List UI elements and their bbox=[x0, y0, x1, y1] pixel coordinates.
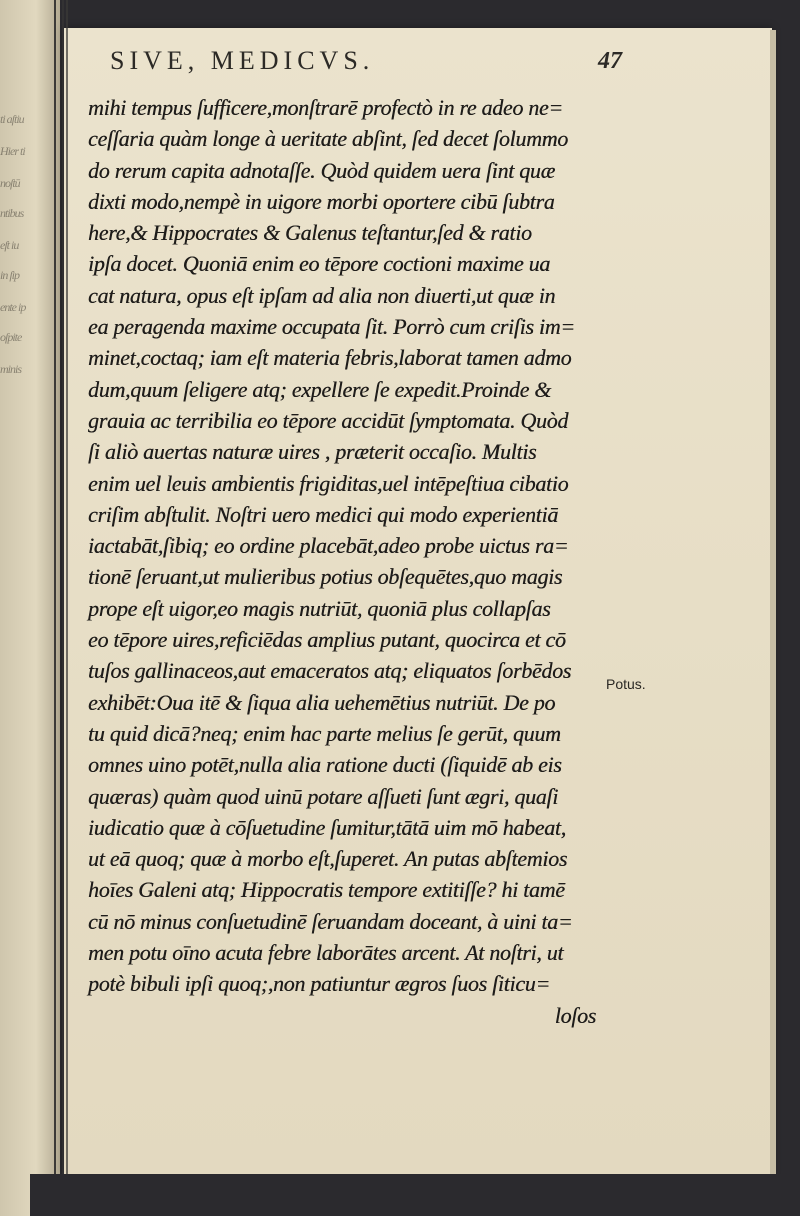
text-line: cat natura, opus eſt ipſam ad alia non diuerti,ut quæ in bbox=[88, 282, 556, 308]
text-line: here,& Hippocrates & Galenus teſtantur,ſed & ratio bbox=[88, 220, 532, 246]
bleed-through-text: ti aſtiu bbox=[0, 112, 24, 126]
text-line: grauia ac terribilia eo tēpore accidūt ſymptomata. Quòd bbox=[88, 407, 569, 433]
bleed-through-text: eſt iu bbox=[0, 238, 19, 252]
text-line: iactabāt,ſibiq; eo ordine placebāt,adeo probe uictus ra= bbox=[88, 533, 569, 559]
gutter-shadow bbox=[54, 0, 56, 1216]
text-line: ea peragenda maxime occupata ſit. Porrò cum criſis im= bbox=[88, 314, 575, 340]
page-number: 47 bbox=[598, 48, 622, 74]
text-line: men potu oīno acuta febre laborātes arcent. At noſtri, ut bbox=[88, 940, 564, 966]
text-line: ceſſaria quàm longe à ueritate abſint, ſed decet ſolummo bbox=[88, 126, 568, 152]
bleed-through-text: minis bbox=[0, 362, 22, 376]
bleed-through-text: in ſip bbox=[0, 268, 20, 282]
text-line: tuſos gallinaceos,aut emaceratos atq; eliquatos ſorbēdos bbox=[88, 658, 572, 684]
text-line: prope eſt uigor,eo magis nutriūt, quoniā plus collapſas bbox=[88, 595, 551, 621]
bleed-through-text: noſtū bbox=[0, 176, 20, 190]
text-line: criſim abſtulit. Noſtri uero medici qui modo experientiā bbox=[88, 501, 558, 527]
text-line: ſi aliò auertas naturæ uires , præterit occaſio. Multis bbox=[88, 439, 537, 465]
gutter-line bbox=[62, 0, 64, 1216]
bleed-through-text: ente ip bbox=[0, 300, 26, 314]
text-line: iudicatio quæ à cōſuetudine ſumitur,tātā uim mō habeat, bbox=[88, 814, 566, 840]
body-text bbox=[88, 92, 608, 1031]
text-line: omnes uino potēt,nulla alia ratione ducti (ſiquidē ab eis bbox=[88, 752, 562, 778]
catchword: loſos bbox=[554, 1002, 596, 1028]
text-line: hoīes Galeni atq; Hippocratis tempore extitiſſe? hi tamē bbox=[88, 877, 565, 903]
text-line: ipſa docet. Quoniā enim eo tēpore coctioni maxime ua bbox=[88, 251, 550, 277]
text-line: mihi tempus ſufficere,monſtrarē profectò in re adeo ne= bbox=[88, 95, 563, 120]
page-edge bbox=[770, 30, 776, 1175]
text-line: enim uel leuis ambientis frigiditas,uel intēpeſtiua cibatio bbox=[88, 470, 569, 496]
text-line: tu quid dicā?neq; enim hac parte melius ſe gerūt, quum bbox=[88, 720, 561, 746]
background-band bbox=[30, 1174, 800, 1216]
text-line: quæras) quàm quod uinū potare aſſueti ſunt ægri, quaſi bbox=[88, 783, 559, 809]
facing-page-edge bbox=[0, 0, 60, 1216]
text-line: tionē ſeruant,ut mulieribus potius obſequētes,quo magis bbox=[88, 564, 563, 590]
text-line: eo tēpore uires,reficiēdas amplius putant, quocirca et cō bbox=[88, 627, 566, 653]
text-line: potè bibuli ipſi quoq;,non patiuntur ægros ſuos ſiticu= bbox=[88, 971, 550, 997]
bleed-through-text: oſpite bbox=[0, 330, 22, 344]
running-head: SIVE, MEDICVS. bbox=[110, 46, 375, 75]
bleed-through-text: Hier ti bbox=[0, 144, 25, 158]
marginal-note: Potus. bbox=[606, 676, 646, 692]
text-line: dixti modo,nempè in uigore morbi oportere cibū ſubtra bbox=[88, 188, 555, 214]
text-line: do rerum capita adnotaſſe. Quòd quidem uera ſint quæ bbox=[88, 157, 555, 183]
gutter-line bbox=[66, 0, 68, 1216]
text-line: ut eā quoq; quæ à morbo eſt,ſuperet. An putas abſtemios bbox=[88, 846, 568, 872]
text-line: cū nō minus conſuetudinē ſeruandam doceant, à uini ta= bbox=[88, 908, 573, 934]
bleed-through-text: ntibus bbox=[0, 206, 24, 220]
text-line: dum,quum ſeligere atq; expellere ſe expedit.Proinde & bbox=[88, 376, 552, 402]
text-line: exhibēt:Oua itē & ſiqua alia uehemētius nutriūt. De po bbox=[88, 689, 556, 715]
text-line: minet,coctaq; iam eſt materia febris,laborat tamen admo bbox=[88, 345, 572, 371]
